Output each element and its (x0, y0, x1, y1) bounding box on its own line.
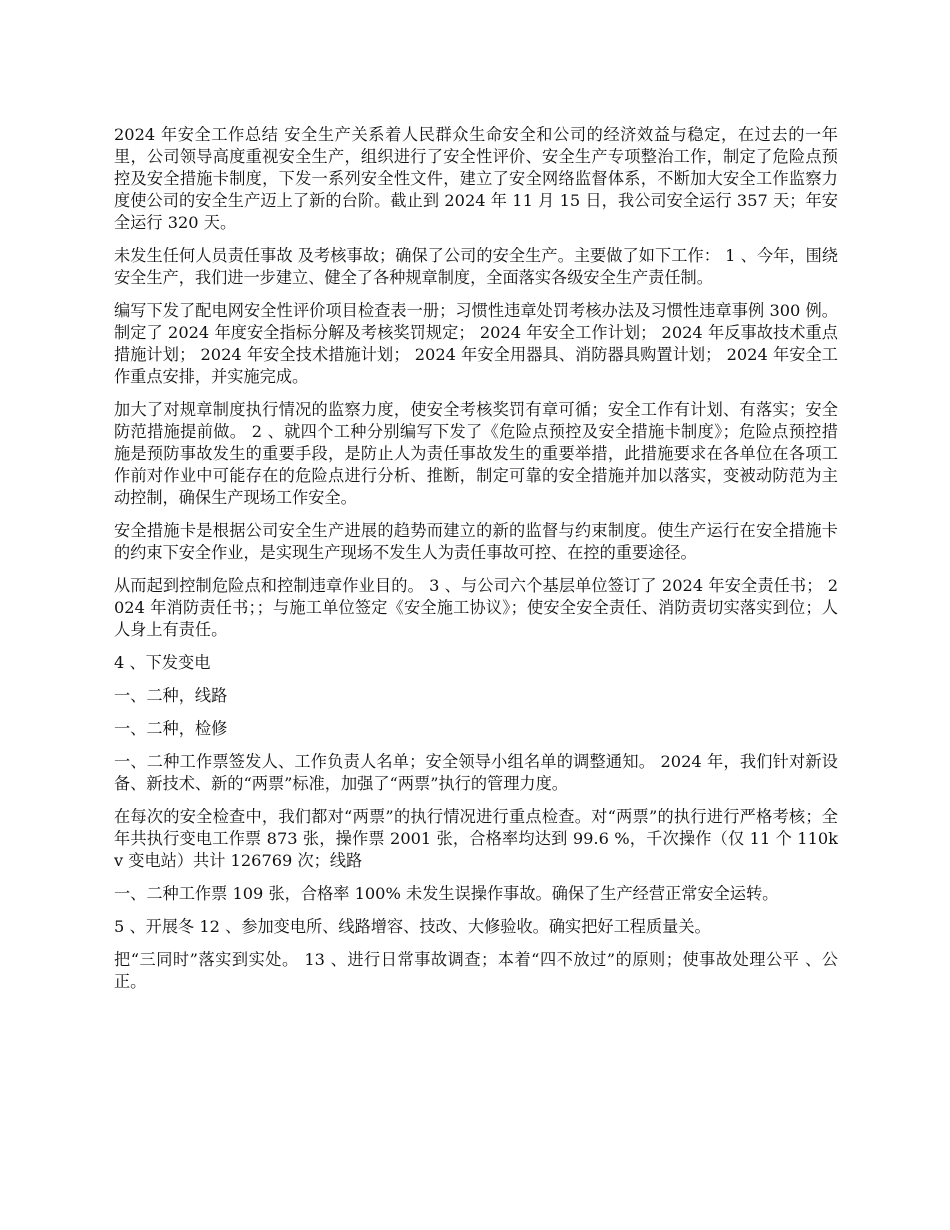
paragraph: 加大了对规章制度执行情况的监察力度，使安全考核奖罚有章可循；安全工作有计划、有落实；安全防范措施提前做。 2 、就四个工种分别编写下发了《危险点预控及安全措施卡制度》；危险点预控措施是预防事故发生的重要手段，是防止人为责任事故发生的重要举措，此措施要求在各单位在各项工作前对作业中可能存在的危险点进行分析、推断，制定可靠的安全措施并加以落实，变被动防范为主动控制，确保生产现场工作安全。 (114, 400, 838, 507)
paragraph: 一、二种，检修 (114, 719, 228, 738)
document-body (114, 124, 838, 1004)
paragraph: 把“三同时”落实到实处。 13 、进行日常事故调查；本着“四不放过”的原则；使事故处理公平 、公正。 (114, 950, 838, 991)
paragraph: 一、二种工作票 109 张，合格率 100% 未发生误操作事故。确保了生产经营正常安全运转。 (114, 884, 779, 903)
paragraph: 在每次的安全检查中，我们都对“两票”的执行情况进行重点检查。对“两票”的执行进行严格考核；全年共执行变电工作票 873 张，操作票 2001 张，合格率均达到 99.6 %，千次操作（仅 11 个 110kv 变电站）共计 126769 次；线路 (114, 807, 838, 870)
paragraph: 安全措施卡是根据公司安全生产进展的趋势而建立的新的监督与约束制度。使生产运行在安全措施卡的约束下安全作业，是实现生产现场不发生人为责任事故可控、在控的重要途径。 (114, 521, 838, 562)
paragraph: 5 、开展冬 12 、参加变电所、线路增容、技改、大修验收。确实把好工程质量关。 (114, 917, 711, 936)
paragraph: 2024 年安全工作总结 安全生产关系着人民群众生命安全和公司的经济效益与稳定，在过去的一年里，公司领导高度重视安全生产，组织进行了安全性评价、安全生产专项整治工作，制定了危险点预控及安全措施卡制度，下发一系列安全性文件，建立了安全网络监督体系，不断加大安全工作监察力度使公司的安全生产迈上了新的台阶。截止到 2024 年 11 月 15 日，我公司安全运行 357 天；年安全运行 320 天。 (114, 125, 838, 232)
paragraph: 4 、下发变电 (114, 653, 211, 672)
paragraph: 一、二种工作票签发人、工作负责人名单；安全领导小组名单的调整通知。 2024 年，我们针对新设备、新技术、新的“两票”标准，加强了“两票”执行的管理力度。 (114, 752, 838, 793)
paragraph: 未发生任何人员责任事故 及考核事故；确保了公司的安全生产。主要做了如下工作： 1 、今年，围绕安全生产，我们进一步建立、健全了各种规章制度，全面落实各级安全生产责任制。 (114, 246, 838, 287)
paragraph: 编写下发了配电网安全性评价项目检查表一册；习惯性违章处罚考核办法及习惯性违章事例 300 例。 制定了 2024 年度安全指标分解及考核奖罚规定； 2024 年安全工作计划； 2024 年反事故技术重点措施计划； 2024 年安全技术措施计划； 2024 年安全用器具、消防器具购置计划； 2024 年安全工作重点安排，并实施完成。 (114, 301, 838, 386)
paragraph: 从而起到控制危险点和控制违章作业目的。 3 、与公司六个基层单位签订了 2024 年安全责任书； 2024 年消防责任书；；与施工单位签定《安全施工协议》；使安全安全责任、消防责切实落实到位；人人身上有责任。 (114, 576, 838, 639)
paragraph: 一、二种，线路 (114, 686, 228, 705)
